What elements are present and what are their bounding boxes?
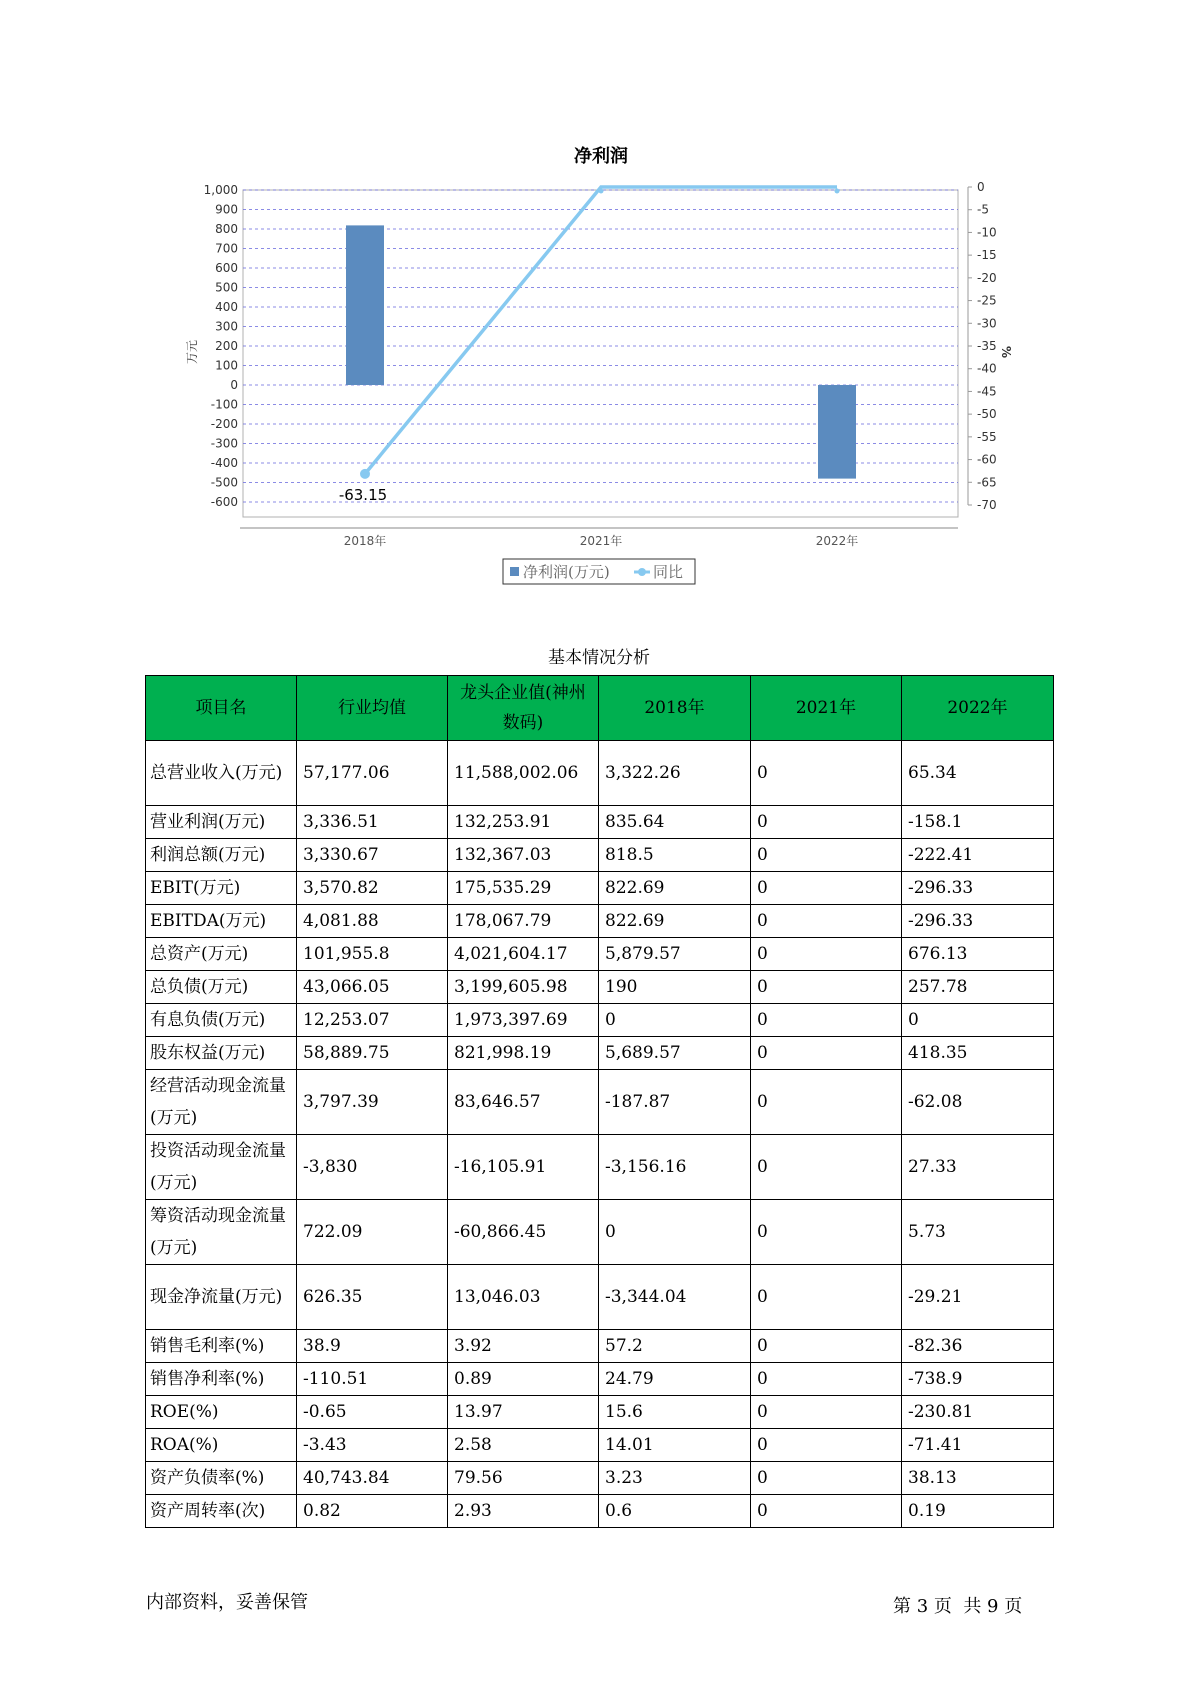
table-cell: -60,866.45 xyxy=(448,1200,599,1265)
table-cell: 14.01 xyxy=(599,1429,751,1462)
y-tick-label: 100 xyxy=(215,358,238,373)
table-cell: -82.36 xyxy=(902,1330,1054,1363)
row-label: ROA(%) xyxy=(146,1429,297,1462)
table-cell: 38.9 xyxy=(297,1330,448,1363)
table-cell: -3,344.04 xyxy=(599,1265,751,1330)
y2-axis-label: % xyxy=(999,345,1013,359)
table-cell: 40,743.84 xyxy=(297,1462,448,1495)
table-cell: 3,336.51 xyxy=(297,806,448,839)
y2-tick-label: -30 xyxy=(977,316,997,331)
table-row xyxy=(146,905,1054,938)
line-point xyxy=(599,189,604,194)
analysis-table xyxy=(145,675,1054,1528)
row-label: 筹资活动现金流量(万元) xyxy=(146,1200,297,1265)
bar xyxy=(346,225,384,385)
table-cell: 0.89 xyxy=(448,1363,599,1396)
table-cell: 4,021,604.17 xyxy=(448,938,599,971)
table-row xyxy=(146,1200,1054,1265)
row-label: 总负债(万元) xyxy=(146,971,297,1004)
table-cell: -3,830 xyxy=(297,1135,448,1200)
table-cell: 0.6 xyxy=(599,1495,751,1528)
line-series xyxy=(365,187,837,474)
table-cell: 626.35 xyxy=(297,1265,448,1330)
table-cell: 83,646.57 xyxy=(448,1070,599,1135)
table-cell: 0 xyxy=(902,1004,1054,1037)
header-industry-avg: 行业均值 xyxy=(297,676,448,741)
table-cell: 722.09 xyxy=(297,1200,448,1265)
y-tick-label: 700 xyxy=(215,241,238,256)
y-tick-label: 300 xyxy=(215,319,238,334)
y-tick-label: 500 xyxy=(215,280,238,295)
table-cell: 676.13 xyxy=(902,938,1054,971)
table-cell: 43,066.05 xyxy=(297,971,448,1004)
header-2022: 2022年 xyxy=(902,676,1054,741)
table-cell: 24.79 xyxy=(599,1363,751,1396)
table-cell: -110.51 xyxy=(297,1363,448,1396)
table-row xyxy=(146,1363,1054,1396)
table-row xyxy=(146,1135,1054,1200)
y-tick-label: -600 xyxy=(210,495,238,509)
y2-tick-label: -70 xyxy=(977,498,997,512)
y-tick-label: 0 xyxy=(230,378,238,392)
row-label: 销售毛利率(%) xyxy=(146,1330,297,1363)
row-label: 现金净流量(万元) xyxy=(146,1265,297,1330)
table-cell: 2.58 xyxy=(448,1429,599,1462)
table-cell: 0.82 xyxy=(297,1495,448,1528)
y-tick-label: 900 xyxy=(215,202,238,217)
table-cell: 0 xyxy=(751,1429,902,1462)
row-label: 资产周转率(次) xyxy=(146,1495,297,1528)
table-cell: 12,253.07 xyxy=(297,1004,448,1037)
table-cell: 257.78 xyxy=(902,971,1054,1004)
y2-tick-label: -20 xyxy=(977,270,997,285)
legend-bar-swatch xyxy=(510,567,519,576)
y-tick-label: 600 xyxy=(215,261,238,275)
y2-tick-label: -60 xyxy=(977,452,997,467)
y-tick-label: 1,000 xyxy=(203,183,238,197)
bar xyxy=(818,385,856,479)
y-tick-label: -500 xyxy=(210,475,238,490)
table-cell: 4,081.88 xyxy=(297,905,448,938)
footer-confidential: 内部资料，妥善保管 xyxy=(146,1592,308,1613)
table-cell: 57.2 xyxy=(599,1330,751,1363)
y2-tick-label: -65 xyxy=(977,475,997,490)
row-label: EBITDA(万元) xyxy=(146,905,297,938)
chart-title: 净利润 xyxy=(574,146,628,167)
y2-tick-label: -45 xyxy=(977,384,997,399)
table-cell: 5.73 xyxy=(902,1200,1054,1265)
y2-tick-label: 0 xyxy=(977,180,985,194)
row-label: 投资活动现金流量(万元) xyxy=(146,1135,297,1200)
y-tick-label: 400 xyxy=(215,300,238,314)
table-row xyxy=(146,938,1054,971)
table-cell: 13,046.03 xyxy=(448,1265,599,1330)
table-cell: 101,955.8 xyxy=(297,938,448,971)
table-row xyxy=(146,741,1054,806)
header-2018: 2018年 xyxy=(599,676,751,741)
table-cell: 0.19 xyxy=(902,1495,1054,1528)
table-cell: 0 xyxy=(751,905,902,938)
row-label: 总资产(万元) xyxy=(146,938,297,971)
table-cell: -0.65 xyxy=(297,1396,448,1429)
table-cell: 821,998.19 xyxy=(448,1037,599,1070)
table-cell: 132,367.03 xyxy=(448,839,599,872)
table-cell: 175,535.29 xyxy=(448,872,599,905)
y2-tick-label: -55 xyxy=(977,429,997,444)
table-cell: 0 xyxy=(599,1004,751,1037)
y-tick-label: -400 xyxy=(210,456,238,470)
legend-bar-label: 净利润(万元) xyxy=(523,563,610,581)
table-cell: -738.9 xyxy=(902,1363,1054,1396)
legend-line-label: 同比 xyxy=(653,563,684,581)
row-label: EBIT(万元) xyxy=(146,872,297,905)
table-cell: -187.87 xyxy=(599,1070,751,1135)
row-label: ROE(%) xyxy=(146,1396,297,1429)
table-cell: 0 xyxy=(751,971,902,1004)
table-cell: 79.56 xyxy=(448,1462,599,1495)
y-tick-label: 200 xyxy=(215,339,238,353)
table-row xyxy=(146,1037,1054,1070)
table-cell: -71.41 xyxy=(902,1429,1054,1462)
table-cell: 822.69 xyxy=(599,905,751,938)
table-cell: 0 xyxy=(751,1070,902,1135)
table-cell: 3,797.39 xyxy=(297,1070,448,1135)
x-tick-label: 2018年 xyxy=(343,534,387,548)
table-row xyxy=(146,971,1054,1004)
table-cell: 27.33 xyxy=(902,1135,1054,1200)
table-cell: 3,322.26 xyxy=(599,741,751,806)
table-cell: -3,156.16 xyxy=(599,1135,751,1200)
table-row xyxy=(146,1070,1054,1135)
table-row xyxy=(146,806,1054,839)
table-header-row xyxy=(146,676,1054,741)
row-label: 股东权益(万元) xyxy=(146,1037,297,1070)
x-tick-label: 2022年 xyxy=(815,534,859,548)
row-label: 资产负债率(%) xyxy=(146,1462,297,1495)
table-cell: 15.6 xyxy=(599,1396,751,1429)
table-cell: 818.5 xyxy=(599,839,751,872)
table-cell: 190 xyxy=(599,971,751,1004)
y2-tick-label: -5 xyxy=(977,202,989,217)
row-label: 有息负债(万元) xyxy=(146,1004,297,1037)
y2-tick-label: -10 xyxy=(977,225,997,240)
table-cell: 0 xyxy=(599,1200,751,1265)
y-axis-label: 万元 xyxy=(185,339,199,365)
row-label: 经营活动现金流量(万元) xyxy=(146,1070,297,1135)
table-row xyxy=(146,1004,1054,1037)
table-cell: 13.97 xyxy=(448,1396,599,1429)
table-cell: -296.33 xyxy=(902,905,1054,938)
table-cell: 0 xyxy=(751,1037,902,1070)
header-2021: 2021年 xyxy=(751,676,902,741)
table-row xyxy=(146,1396,1054,1429)
table-cell: 0 xyxy=(751,1135,902,1200)
data-label: -63.15 xyxy=(338,485,388,504)
table-cell: -29.21 xyxy=(902,1265,1054,1330)
table-cell: -296.33 xyxy=(902,872,1054,905)
table-row xyxy=(146,1330,1054,1363)
header-item-name: 项目名 xyxy=(146,676,297,741)
row-label: 总营业收入(万元) xyxy=(146,741,297,806)
table-cell: 1,973,397.69 xyxy=(448,1004,599,1037)
table-cell: 11,588,002.06 xyxy=(448,741,599,806)
row-label: 利润总额(万元) xyxy=(146,839,297,872)
table-cell: -3.43 xyxy=(297,1429,448,1462)
table-cell: 2.93 xyxy=(448,1495,599,1528)
table-cell: 0 xyxy=(751,1004,902,1037)
table-cell: 0 xyxy=(751,741,902,806)
y-tick-label: -300 xyxy=(210,436,238,451)
table-row xyxy=(146,1265,1054,1330)
table-cell: 57,177.06 xyxy=(297,741,448,806)
line-point xyxy=(835,189,840,194)
y-tick-label: 800 xyxy=(215,222,238,236)
legend-line-marker xyxy=(638,568,646,576)
y2-tick-label: -40 xyxy=(977,361,997,376)
table-cell: 58,889.75 xyxy=(297,1037,448,1070)
line-point xyxy=(360,469,370,479)
table-cell: 65.34 xyxy=(902,741,1054,806)
table-cell: 3,570.82 xyxy=(297,872,448,905)
table-cell: 0 xyxy=(751,1200,902,1265)
y-tick-label: -100 xyxy=(210,397,238,412)
table-cell: -16,105.91 xyxy=(448,1135,599,1200)
table-cell: -222.41 xyxy=(902,839,1054,872)
table-row xyxy=(146,839,1054,872)
table-cell: -230.81 xyxy=(902,1396,1054,1429)
x-tick-label: 2021年 xyxy=(579,534,623,548)
table-cell: 822.69 xyxy=(599,872,751,905)
table-cell: 0 xyxy=(751,1495,902,1528)
table-row xyxy=(146,872,1054,905)
table-cell: 132,253.91 xyxy=(448,806,599,839)
table-cell: 3,199,605.98 xyxy=(448,971,599,1004)
table-cell: 0 xyxy=(751,1363,902,1396)
table-cell: 5,879.57 xyxy=(599,938,751,971)
table-row xyxy=(146,1429,1054,1462)
table-cell: 0 xyxy=(751,1462,902,1495)
header-leader-value: 龙头企业值(神州数码) xyxy=(448,676,599,741)
table-cell: 835.64 xyxy=(599,806,751,839)
table-cell: 0 xyxy=(751,1265,902,1330)
table-cell: -158.1 xyxy=(902,806,1054,839)
footer-page-number: 第 3 页 共 9 页 xyxy=(893,1596,1023,1617)
table-row xyxy=(146,1462,1054,1495)
y2-tick-label: -50 xyxy=(977,407,997,422)
table-cell: 3,330.67 xyxy=(297,839,448,872)
row-label: 营业利润(万元) xyxy=(146,806,297,839)
table-cell: 418.35 xyxy=(902,1037,1054,1070)
y2-tick-label: -15 xyxy=(977,248,997,263)
table-cell: 0 xyxy=(751,872,902,905)
table-cell: 0 xyxy=(751,839,902,872)
row-label: 销售净利率(%) xyxy=(146,1363,297,1396)
table-cell: 3.23 xyxy=(599,1462,751,1495)
table-title: 基本情况分析 xyxy=(548,648,650,668)
table-cell: 38.13 xyxy=(902,1462,1054,1495)
table-cell: 0 xyxy=(751,1330,902,1363)
table-row xyxy=(146,1495,1054,1528)
table-cell: 5,689.57 xyxy=(599,1037,751,1070)
table-cell: 0 xyxy=(751,806,902,839)
y-tick-label: -200 xyxy=(210,417,238,431)
table-cell: 0 xyxy=(751,1396,902,1429)
net-profit-chart xyxy=(0,0,1191,620)
table-cell: 3.92 xyxy=(448,1330,599,1363)
table-cell: -62.08 xyxy=(902,1070,1054,1135)
y2-tick-label: -35 xyxy=(977,339,997,353)
y2-tick-label: -25 xyxy=(977,293,997,308)
table-cell: 0 xyxy=(751,938,902,971)
table-cell: 178,067.79 xyxy=(448,905,599,938)
